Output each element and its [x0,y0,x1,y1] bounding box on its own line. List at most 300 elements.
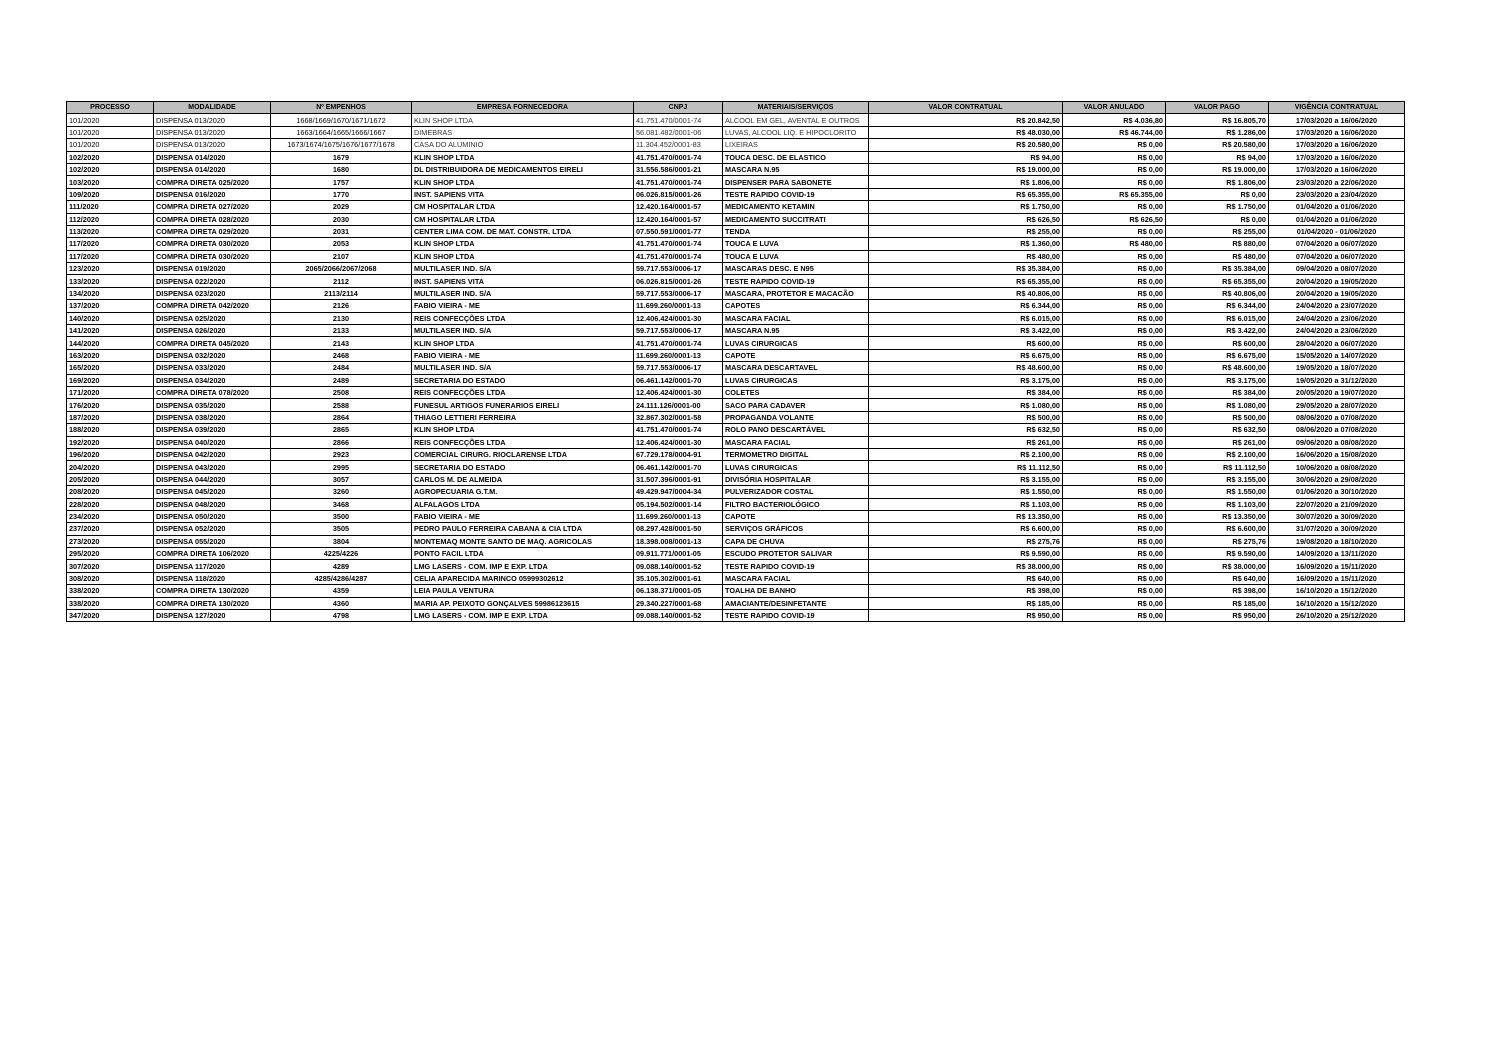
cell-materiais: FILTRO BACTERIOLÓGICO [723,498,869,510]
cell-valor-contratual: R$ 48.600,00 [869,362,1063,374]
cell-materiais: TOUCA DESC. DE ELASTICO [723,151,869,163]
cell-modalidade: DISPENSA 042/2020 [154,448,271,460]
cell-cnpj: 41.751.470/0001-74 [634,176,723,188]
table-row [67,287,1405,299]
cell-valor-anulado: R$ 0,00 [1063,362,1166,374]
cell-valor-pago: R$ 40.806,00 [1166,287,1269,299]
cell-valor-pago: R$ 1.103,00 [1166,498,1269,510]
cell-empresa: KLIN SHOP LTDA [412,151,634,163]
cell-cnpj: 06.026.815/0001-26 [634,275,723,287]
cell-valor-anulado: R$ 0,00 [1063,349,1166,361]
cell-valor-anulado: R$ 0,00 [1063,325,1166,337]
cell-modalidade: DISPENSA 032/2020 [154,349,271,361]
table-row [67,300,1405,312]
cell-processo: 109/2020 [67,188,154,200]
cell-valor-contratual: R$ 9.590,00 [869,548,1063,560]
table-row [67,498,1405,510]
cell-valor-pago: R$ 38.000,00 [1166,560,1269,572]
cell-modalidade: DISPENSA 045/2020 [154,486,271,498]
cell-materiais: ROLO PANO DESCARTÁVEL [723,424,869,436]
cell-materiais: ALCOOL EM GEL, AVENTAL E OUTROS [723,114,869,126]
cell-materiais: AMACIANTE/DESINFETANTE [723,597,869,609]
header-row [67,102,1405,114]
cell-materiais: LUVAS CIRURGICAS [723,461,869,473]
cell-processo: 144/2020 [67,337,154,349]
table-row [67,535,1405,547]
table-row [67,176,1405,188]
cell-empresa: MULTILASER IND. S/A [412,325,634,337]
cell-valor-pago: R$ 185,00 [1166,597,1269,609]
table-row [67,225,1405,237]
cell-modalidade: DISPENSA 014/2020 [154,163,271,175]
cell-valor-anulado: R$ 480,00 [1063,238,1166,250]
cell-cnpj: 08.297.428/0001-50 [634,523,723,535]
cell-cnpj: 29.340.227/0001-68 [634,597,723,609]
cell-materiais: CAPOTE [723,510,869,522]
cell-processo: 295/2020 [67,548,154,560]
cell-empenhos: 2508 [271,386,412,398]
cell-processo: 165/2020 [67,362,154,374]
cell-valor-anulado: R$ 0,00 [1063,597,1166,609]
cell-valor-anulado: R$ 0,00 [1063,287,1166,299]
cell-processo: 113/2020 [67,225,154,237]
cell-vigencia: 16/10/2020 a 15/12/2020 [1269,585,1405,597]
cell-valor-pago: R$ 255,00 [1166,225,1269,237]
table-row [67,436,1405,448]
cell-cnpj: 59.717.553/0006-17 [634,287,723,299]
cell-valor-anulado: R$ 0,00 [1063,535,1166,547]
cell-valor-anulado: R$ 0,00 [1063,201,1166,213]
cell-empenhos: 4285/4286/4287 [271,572,412,584]
cell-valor-contratual: R$ 500,00 [869,411,1063,423]
cell-cnpj: 41.751.470/0001-74 [634,424,723,436]
cell-cnpj: 41.751.470/0001-74 [634,151,723,163]
cell-materiais: SACO PARA CADAVER [723,399,869,411]
cell-materiais: CAPOTES [723,300,869,312]
cell-materiais: MASCARA, PROTETOR E MACACÃO [723,287,869,299]
cell-cnpj: 06.138.371/0001-05 [634,585,723,597]
cell-valor-contratual: R$ 94,00 [869,151,1063,163]
table-row [67,560,1405,572]
cell-valor-pago: R$ 632,50 [1166,424,1269,436]
cell-valor-anulado: R$ 0,00 [1063,610,1166,622]
cell-empresa: LMG LASERS - COM. IMP E EXP. LTDA [412,560,634,572]
cell-empresa: MARIA AP. PEIXOTO GONÇALVES 59986123615 [412,597,634,609]
cell-modalidade: DISPENSA 044/2020 [154,473,271,485]
cell-materiais: CAPA DE CHUVA [723,535,869,547]
cell-materiais: MEDICAMENTO SUCCITRATI [723,213,869,225]
cell-valor-contratual: R$ 261,00 [869,436,1063,448]
cell-materiais: MASCARA FACIAL [723,572,869,584]
cell-valor-anulado: R$ 0,00 [1063,424,1166,436]
cell-modalidade: COMPRA DIRETA 028/2020 [154,213,271,225]
header-valor-anulado: VALOR ANULADO [1063,102,1166,114]
cell-empenhos: 2864 [271,411,412,423]
cell-modalidade: COMPRA DIRETA 045/2020 [154,337,271,349]
cell-vigencia: 30/07/2020 a 30/09/2020 [1269,510,1405,522]
cell-valor-anulado: R$ 0,00 [1063,225,1166,237]
cell-empenhos: 1679 [271,151,412,163]
cell-valor-pago: R$ 1.750,00 [1166,201,1269,213]
cell-materiais: DIVISÓRIA HOSPITALAR [723,473,869,485]
cell-cnpj: 32.867.302/0001-58 [634,411,723,423]
cell-empenhos: 2143 [271,337,412,349]
table-row [67,597,1405,609]
cell-modalidade: DISPENSA 026/2020 [154,325,271,337]
cell-valor-anulado: R$ 65.355,00 [1063,188,1166,200]
cell-materiais: PULVERIZADOR COSTAL [723,486,869,498]
table-row [67,250,1405,262]
cell-cnpj: 59.717.553/0006-17 [634,362,723,374]
cell-valor-anulado: R$ 4.036,80 [1063,114,1166,126]
cell-valor-contratual: R$ 640,00 [869,572,1063,584]
cell-cnpj: 59.717.553/0006-17 [634,263,723,275]
cell-valor-contratual: R$ 20.580,00 [869,139,1063,151]
cell-cnpj: 06.461.142/0001-70 [634,461,723,473]
cell-empenhos: 1770 [271,188,412,200]
cell-cnpj: 05.194.502/0001-14 [634,498,723,510]
cell-vigencia: 17/03/2020 a 16/06/2020 [1269,163,1405,175]
cell-cnpj: 11.699.260/0001-13 [634,300,723,312]
cell-materiais: LUVAS, ALCOOL LIQ. E HIPOCLORITO [723,126,869,138]
cell-processo: 103/2020 [67,176,154,188]
table-row [67,374,1405,386]
cell-modalidade: DISPENSA 022/2020 [154,275,271,287]
cell-vigencia: 16/09/2020 a 15/11/2020 [1269,572,1405,584]
cell-empresa: CM HOSPITALAR LTDA [412,201,634,213]
cell-valor-anulado: R$ 0,00 [1063,250,1166,262]
cell-processo: 205/2020 [67,473,154,485]
contracts-table [66,101,1405,622]
cell-modalidade: DISPENSA 013/2020 [154,139,271,151]
cell-cnpj: 09.911.771/0001-05 [634,548,723,560]
cell-modalidade: DISPENSA 050/2020 [154,510,271,522]
cell-valor-pago: R$ 6.015,00 [1166,312,1269,324]
cell-empenhos: 1680 [271,163,412,175]
cell-valor-pago: R$ 480,00 [1166,250,1269,262]
cell-cnpj: 35.105.302/0001-61 [634,572,723,584]
cell-valor-pago: R$ 2.100,00 [1166,448,1269,460]
cell-empenhos: 1663/1664/1665/1666/1667 [271,126,412,138]
cell-valor-pago: R$ 35.384,00 [1166,263,1269,275]
cell-cnpj: 41.751.470/0001-74 [634,114,723,126]
cell-vigencia: 14/09/2020 a 13/11/2020 [1269,548,1405,560]
cell-valor-pago: R$ 3.175,00 [1166,374,1269,386]
cell-valor-anulado: R$ 0,00 [1063,560,1166,572]
cell-empresa: REIS CONFECÇÕES LTDA [412,436,634,448]
cell-empenhos: 2053 [271,238,412,250]
cell-valor-pago: R$ 0,00 [1166,213,1269,225]
cell-processo: 234/2020 [67,510,154,522]
cell-valor-anulado: R$ 0,00 [1063,263,1166,275]
cell-valor-pago: R$ 16.805,70 [1166,114,1269,126]
cell-empresa: AGROPECUARIA G.T.M. [412,486,634,498]
cell-processo: 163/2020 [67,349,154,361]
cell-valor-anulado: R$ 0,00 [1063,585,1166,597]
table-row [67,201,1405,213]
cell-vigencia: 30/06/2020 a 29/08/2020 [1269,473,1405,485]
cell-cnpj: 31.556.586/0001-21 [634,163,723,175]
cell-vigencia: 08/06/2020 a 07/08/2020 [1269,411,1405,423]
cell-empenhos: 2126 [271,300,412,312]
cell-valor-contratual: R$ 185,00 [869,597,1063,609]
cell-empresa: SECRETARIA DO ESTADO [412,461,634,473]
cell-cnpj: 56.081.482/0001-06 [634,126,723,138]
cell-cnpj: 11.304.452/0001-83 [634,139,723,151]
cell-empenhos: 3260 [271,486,412,498]
cell-empenhos: 1673/1674/1675/1676/1677/1678 [271,139,412,151]
cell-modalidade: DISPENSA 033/2020 [154,362,271,374]
cell-empresa: FABIO VIEIRA - ME [412,510,634,522]
cell-valor-contratual: R$ 950,00 [869,610,1063,622]
cell-vigencia: 17/03/2020 a 16/06/2020 [1269,139,1405,151]
cell-valor-pago: R$ 6.600,00 [1166,523,1269,535]
cell-materiais: MASCARA N.95 [723,325,869,337]
cell-empenhos: 1757 [271,176,412,188]
cell-processo: 141/2020 [67,325,154,337]
table-row [67,486,1405,498]
cell-valor-contratual: R$ 1.750,00 [869,201,1063,213]
cell-cnpj: 09.088.140/0001-52 [634,560,723,572]
cell-processo: 101/2020 [67,114,154,126]
cell-empenhos: 3804 [271,535,412,547]
cell-empresa: DL DISTRIBUIDORA DE MEDICAMENTOS EIRELI [412,163,634,175]
cell-modalidade: DISPENSA 013/2020 [154,114,271,126]
cell-vigencia: 09/04/2020 a 08/07/2020 [1269,263,1405,275]
cell-empresa: CARLOS M. DE ALMEIDA [412,473,634,485]
cell-valor-pago: R$ 880,00 [1166,238,1269,250]
cell-modalidade: COMPRA DIRETA 130/2020 [154,585,271,597]
cell-vigencia: 17/03/2020 a 16/06/2020 [1269,151,1405,163]
cell-processo: 102/2020 [67,151,154,163]
table-row [67,386,1405,398]
cell-vigencia: 09/06/2020 a 08/08/2020 [1269,436,1405,448]
cell-valor-contratual: R$ 626,50 [869,213,1063,225]
cell-vigencia: 24/04/2020 a 23/06/2020 [1269,312,1405,324]
cell-modalidade: COMPRA DIRETA 025/2020 [154,176,271,188]
cell-modalidade: DISPENSA 043/2020 [154,461,271,473]
cell-cnpj: 09.088.140/0001-52 [634,610,723,622]
cell-processo: 338/2020 [67,585,154,597]
cell-materiais: MASCARA FACIAL [723,312,869,324]
cell-vigencia: 26/10/2020 a 25/12/2020 [1269,610,1405,622]
cell-valor-anulado: R$ 0,00 [1063,486,1166,498]
cell-vigencia: 16/06/2020 a 15/08/2020 [1269,448,1405,460]
cell-materiais: LUVAS CIRURGICAS [723,337,869,349]
cell-modalidade: DISPENSA 023/2020 [154,287,271,299]
cell-empresa: DIMEBRAS [412,126,634,138]
cell-cnpj: 12.420.164/0001-57 [634,213,723,225]
cell-valor-pago: R$ 600,00 [1166,337,1269,349]
cell-valor-contratual: R$ 632,50 [869,424,1063,436]
cell-vigencia: 19/08/2020 a 18/10/2020 [1269,535,1405,547]
cell-valor-anulado: R$ 0,00 [1063,448,1166,460]
cell-cnpj: 24.111.126/0001-00 [634,399,723,411]
cell-materiais: COLETES [723,386,869,398]
cell-empresa: REIS CONFECÇÕES LTDA [412,312,634,324]
table-row [67,213,1405,225]
cell-valor-contratual: R$ 6.600,00 [869,523,1063,535]
cell-valor-pago: R$ 13.350,00 [1166,510,1269,522]
cell-valor-contratual: R$ 6.015,00 [869,312,1063,324]
cell-valor-contratual: R$ 6.675,00 [869,349,1063,361]
table-row [67,548,1405,560]
cell-empenhos: 2865 [271,424,412,436]
table-row [67,114,1405,126]
cell-valor-contratual: R$ 1.080,00 [869,399,1063,411]
cell-vigencia: 20/04/2020 a 19/05/2020 [1269,275,1405,287]
cell-empenhos: 2030 [271,213,412,225]
cell-empenhos: 2113/2114 [271,287,412,299]
cell-vigencia: 19/05/2020 a 31/12/2020 [1269,374,1405,386]
cell-empresa: MONTEMAQ MONTE SANTO DE MAQ. AGRICOLAS [412,535,634,547]
cell-cnpj: 06.026.815/0001-26 [634,188,723,200]
cell-valor-contratual: R$ 384,00 [869,386,1063,398]
cell-processo: 188/2020 [67,424,154,436]
cell-valor-contratual: R$ 48.030,00 [869,126,1063,138]
cell-valor-anulado: R$ 0,00 [1063,510,1166,522]
cell-valor-pago: R$ 500,00 [1166,411,1269,423]
table-row [67,238,1405,250]
cell-vigencia: 20/05/2020 a 19/07/2020 [1269,386,1405,398]
cell-valor-anulado: R$ 0,00 [1063,312,1166,324]
table-row [67,163,1405,175]
cell-empenhos: 4359 [271,585,412,597]
cell-materiais: MASCARAS DESC. E N95 [723,263,869,275]
cell-modalidade: COMPRA DIRETA 030/2020 [154,250,271,262]
cell-empenhos: 3505 [271,523,412,535]
cell-valor-pago: R$ 950,00 [1166,610,1269,622]
table-row [67,188,1405,200]
cell-valor-contratual: R$ 13.350,00 [869,510,1063,522]
table-row [67,610,1405,622]
table-row [67,275,1405,287]
cell-modalidade: DISPENSA 040/2020 [154,436,271,448]
cell-valor-pago: R$ 3.422,00 [1166,325,1269,337]
cell-processo: 117/2020 [67,250,154,262]
cell-empresa: KLIN SHOP LTDA [412,114,634,126]
cell-valor-anulado: R$ 0,00 [1063,176,1166,188]
cell-modalidade: DISPENSA 016/2020 [154,188,271,200]
cell-valor-contratual: R$ 1.103,00 [869,498,1063,510]
cell-cnpj: 07.550.591/0001-77 [634,225,723,237]
header-materiais: MATERIAIS/SERVIÇOS [723,102,869,114]
cell-materiais: CAPOTE [723,349,869,361]
cell-valor-contratual: R$ 480,00 [869,250,1063,262]
table-row [67,572,1405,584]
table-row [67,362,1405,374]
cell-valor-anulado: R$ 0,00 [1063,374,1166,386]
cell-processo: 273/2020 [67,535,154,547]
cell-vigencia: 01/04/2020 a 01/06/2020 [1269,201,1405,213]
cell-valor-contratual: R$ 3.155,00 [869,473,1063,485]
cell-processo: 134/2020 [67,287,154,299]
cell-vigencia: 10/06/2020 a 08/08/2020 [1269,461,1405,473]
cell-materiais: TESTE RAPIDO COVID-19 [723,560,869,572]
cell-valor-contratual: R$ 11.112,50 [869,461,1063,473]
cell-materiais: ESCUDO PROTETOR SALIVAR [723,548,869,560]
cell-vigencia: 08/06/2020 a 07/08/2020 [1269,424,1405,436]
cell-empresa: KLIN SHOP LTDA [412,424,634,436]
cell-processo: 208/2020 [67,486,154,498]
table-row [67,151,1405,163]
cell-modalidade: DISPENSA 025/2020 [154,312,271,324]
cell-modalidade: DISPENSA 048/2020 [154,498,271,510]
table-row [67,411,1405,423]
cell-valor-contratual: R$ 65.355,00 [869,188,1063,200]
cell-empresa: LEIA PAULA VENTURA [412,585,634,597]
cell-empresa: PEDRO PAULO FERREIRA CABANA & CIA LTDA [412,523,634,535]
cell-processo: 133/2020 [67,275,154,287]
cell-processo: 123/2020 [67,263,154,275]
cell-valor-contratual: R$ 1.550,00 [869,486,1063,498]
cell-empresa: FABIO VIEIRA - ME [412,300,634,312]
cell-empresa: CM HOSPITALAR LTDA [412,213,634,225]
cell-valor-pago: R$ 0,00 [1166,188,1269,200]
cell-valor-pago: R$ 11.112,50 [1166,461,1269,473]
cell-processo: 117/2020 [67,238,154,250]
cell-empenhos: 2588 [271,399,412,411]
cell-modalidade: DISPENSA 039/2020 [154,424,271,436]
cell-valor-anulado: R$ 0,00 [1063,548,1166,560]
cell-processo: 102/2020 [67,163,154,175]
cell-valor-contratual: R$ 1.806,00 [869,176,1063,188]
cell-valor-pago: R$ 384,00 [1166,386,1269,398]
cell-materiais: TOUCA E LUVA [723,238,869,250]
cell-empresa: REIS CONFECÇÕES LTDA [412,386,634,398]
cell-valor-pago: R$ 20.580,00 [1166,139,1269,151]
header-modalidade: MODALIDADE [154,102,271,114]
cell-cnpj: 41.751.470/0001-74 [634,250,723,262]
cell-vigencia: 17/03/2020 a 16/06/2020 [1269,114,1405,126]
cell-modalidade: DISPENSA 038/2020 [154,411,271,423]
cell-valor-anulado: R$ 0,00 [1063,151,1166,163]
cell-processo: 101/2020 [67,139,154,151]
cell-valor-contratual: R$ 19.000,00 [869,163,1063,175]
table-row [67,337,1405,349]
cell-valor-anulado: R$ 0,00 [1063,498,1166,510]
cell-empresa: CELIA APARECIDA MARINCO 05999302612 [412,572,634,584]
cell-valor-contratual: R$ 3.422,00 [869,325,1063,337]
cell-materiais: MEDICAMENTO KETAMIN [723,201,869,213]
cell-modalidade: DISPENSA 118/2020 [154,572,271,584]
cell-modalidade: DISPENSA 014/2020 [154,151,271,163]
cell-empresa: KLIN SHOP LTDA [412,250,634,262]
cell-cnpj: 18.398.008/0001-13 [634,535,723,547]
cell-empenhos: 4798 [271,610,412,622]
cell-valor-pago: R$ 1.550,00 [1166,486,1269,498]
table-row [67,399,1405,411]
cell-modalidade: DISPENSA 127/2020 [154,610,271,622]
cell-empresa: THIAGO LETTIERI FERREIRA [412,411,634,423]
cell-cnpj: 49.429.947/0004-34 [634,486,723,498]
cell-vigencia: 01/06/2020 a 30/10/2020 [1269,486,1405,498]
cell-processo: 112/2020 [67,213,154,225]
cell-valor-contratual: R$ 3.175,00 [869,374,1063,386]
cell-empresa: COMERCIAL CIRURG. RIOCLARENSE LTDA [412,448,634,460]
cell-empresa: FUNESUL ARTIGOS FUNERARIOS EIRELI [412,399,634,411]
cell-processo: 347/2020 [67,610,154,622]
cell-valor-contratual: R$ 275,76 [869,535,1063,547]
cell-cnpj: 11.699.260/0001-13 [634,510,723,522]
table-row [67,263,1405,275]
cell-valor-anulado: R$ 0,00 [1063,572,1166,584]
cell-empenhos: 2130 [271,312,412,324]
cell-empresa: KLIN SHOP LTDA [412,238,634,250]
cell-vigencia: 16/10/2020 a 15/12/2020 [1269,597,1405,609]
table-row [67,461,1405,473]
table-row [67,473,1405,485]
